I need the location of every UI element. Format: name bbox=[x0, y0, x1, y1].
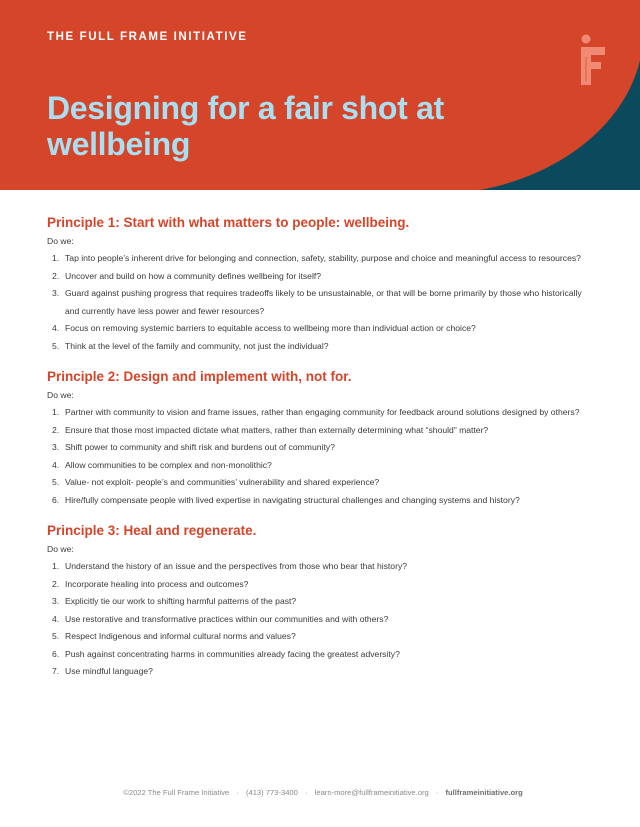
question-list bbox=[47, 250, 587, 355]
org-name: THE FULL FRAME INITIATIVE bbox=[47, 31, 248, 43]
list-item: 7. Use mindful language? bbox=[52, 666, 153, 676]
list-item: 4. Allow communities to be complex and non-monolithic? bbox=[52, 459, 272, 470]
list-item: 2. Ensure that those most impacted dictate what matters, rather than externally determining what “should” matter? bbox=[52, 424, 489, 435]
section-title: Principle 1: Start with what matters to people: wellbeing. bbox=[47, 215, 410, 230]
section-title: Principle 3: Heal and regenerate. bbox=[47, 523, 257, 538]
principle-section bbox=[47, 214, 587, 355]
question-list bbox=[47, 404, 587, 509]
page-footer bbox=[0, 788, 640, 797]
page-title: Designing for a fair shot at wellbeing bbox=[47, 90, 444, 162]
list-item: 3. Guard against pushing progress that requires tradeoffs likely to be unsustainable, or that will be borne primarily by those who historically and currently have less power and fewer resources? bbox=[52, 288, 582, 316]
list-item: 6. Push against concentrating harms in communities already facing the greatest adversity? bbox=[52, 648, 400, 659]
list-item: 5. Value- not exploit- people’s and communities’ vulnerability and shared experience? bbox=[52, 477, 380, 487]
footer-separator: · bbox=[305, 788, 308, 797]
section-intro: Do we: bbox=[47, 390, 74, 400]
list-item: 5. Think at the level of the family and community, not just the individual? bbox=[52, 340, 329, 351]
list-item: 5. Respect Indigenous and informal cultural norms and values? bbox=[52, 631, 296, 641]
section-intro: Do we: bbox=[47, 236, 74, 246]
ffi-logo-icon bbox=[576, 34, 606, 88]
section-intro: Do we: bbox=[47, 544, 74, 554]
footer-separator: · bbox=[435, 788, 439, 797]
list-item: 4. Use restorative and transformative practices within our communities and with others? bbox=[52, 613, 389, 624]
list-item: 2. Uncover and build on how a community defines wellbeing for itself? bbox=[52, 270, 322, 281]
principle-section bbox=[47, 522, 587, 681]
list-item: 1. Understand the history of an issue and the perspectives from those who bear that history? bbox=[52, 561, 408, 571]
list-item: 2. Incorporate healing into process and outcomes? bbox=[52, 578, 249, 589]
header-banner bbox=[0, 0, 640, 190]
footer-separator: · bbox=[236, 788, 239, 797]
list-item: 1. Partner with community to vision and frame issues, rather than engaging community for feedback around solutions designed by others? bbox=[52, 407, 580, 417]
section-title: Principle 2: Design and implement with, not for. bbox=[47, 369, 352, 384]
footer-phone: (413) 773-3400 bbox=[245, 788, 298, 797]
principles-content bbox=[47, 214, 587, 694]
question-list bbox=[47, 558, 587, 681]
list-item: 1. Tap into people’s inherent drive for belonging and connection, safety, stability, purpose and choice and meaningful access to resources? bbox=[52, 253, 581, 263]
list-item: 3. Shift power to community and shift risk and burdens out of community? bbox=[52, 442, 335, 452]
footer-copyright: ©2022 The Full Frame Initiative bbox=[123, 788, 230, 797]
footer-email[interactable]: learn-more@fullframeinitiative.org bbox=[314, 788, 429, 797]
list-item: 3. Explicitly tie our work to shifting harmful patterns of the past? bbox=[52, 596, 297, 606]
list-item: 6. Hire/fully compensate people with lived expertise in navigating structural challenges and changing systems and history? bbox=[52, 494, 520, 505]
footer-website[interactable]: fullframeinitiative.org bbox=[445, 788, 523, 797]
list-item: 4. Focus on removing systemic barriers to equitable access to wellbeing more than individual action or choice? bbox=[52, 323, 476, 333]
principle-section bbox=[47, 368, 587, 509]
